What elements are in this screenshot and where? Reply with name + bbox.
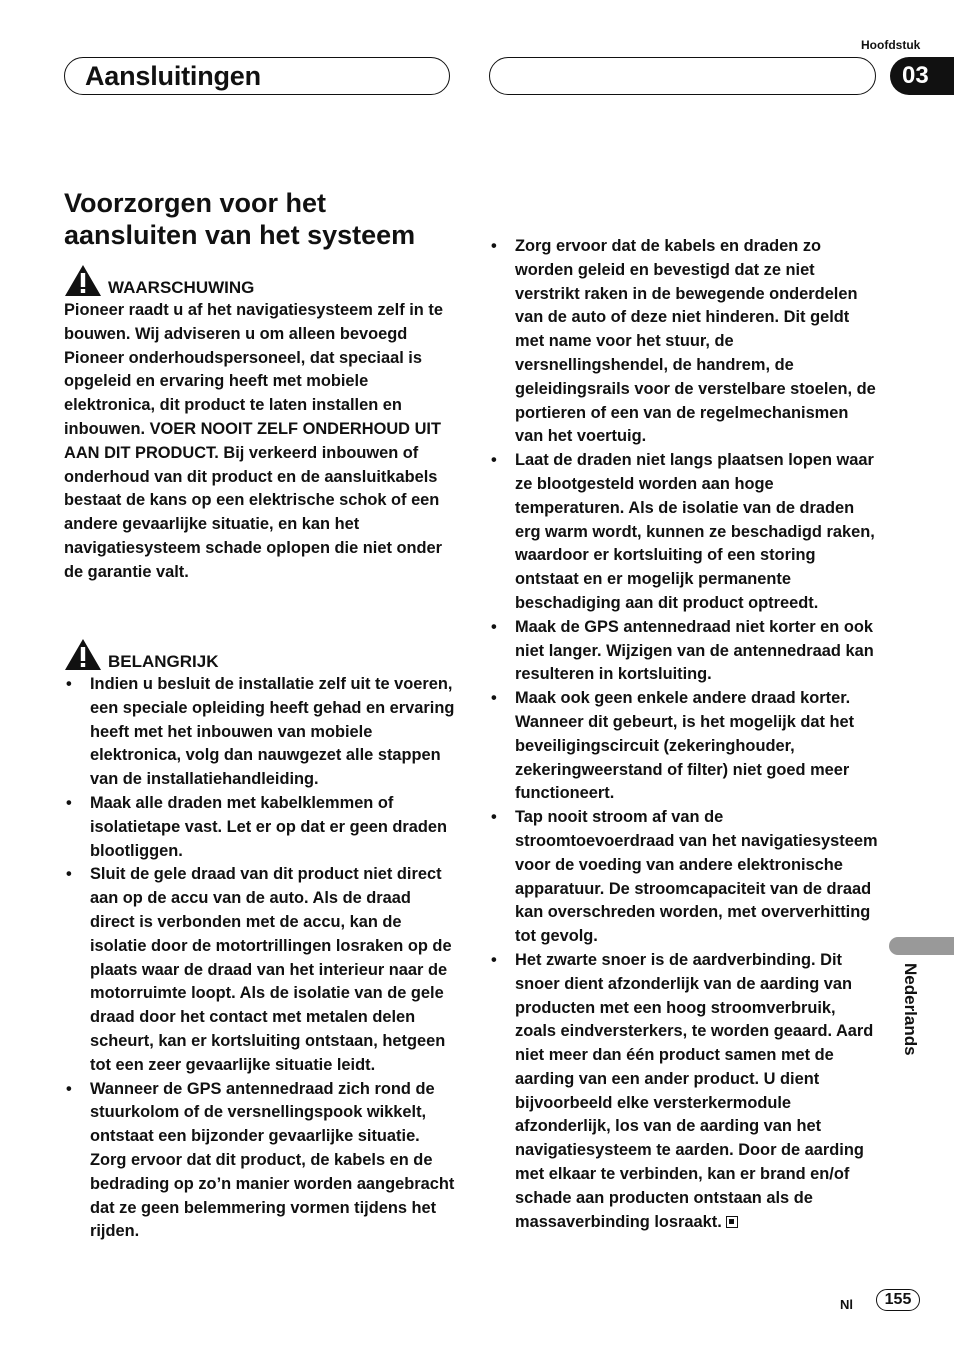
list-item: • Laat de draden niet langs plaatsen lopen waar ze blootgesteld worden aan hoge temperaturen. Als de isolatie van de draden erg warm wordt, kunnen ze beschadigd raken, waardoor er kortsluiting of een storing ontstaat en er mogelijk permanente beschadiging aan dit product optreedt. <box>489 449 881 616</box>
sidebar-language: Nederlands <box>901 963 920 1056</box>
list-item: • Indien u besluit de installatie zelf uit te voeren, een speciale opleiding heeft gehad en ervaring heeft met het inbouwen van mobiele elektronica, volg dan nauwgezet alle stappen van de installatiehandleiding. <box>64 673 456 792</box>
warning-label: WAARSCHUWING <box>108 278 255 297</box>
list-item-last <box>489 949 881 1235</box>
header-empty-box <box>489 57 876 95</box>
list-item: • Maak ook geen enkele andere draad korter. Wanneer dit gebeurt, is het mogelijk dat het beveiligingscircuit (zekeringhouder, zekeringweerstand of filter) niet goed meer functioneert. <box>489 687 881 806</box>
list-item: • Tap nooit stroom af van de stroomtoevoerdraad van het navigatiesysteem voor de voeding van andere elektronische apparatuur. De stroomcapaciteit van de draad kan overschreden worden, met oververhitting tot gevolg. <box>489 806 881 949</box>
footer-language-code: Nl <box>840 1297 853 1312</box>
language-tab <box>889 937 954 955</box>
chapter-number-badge: 03 <box>890 57 954 95</box>
important-label: BELANGRIJK <box>108 652 219 671</box>
list-item: • Maak de GPS antennedraad niet korter en ook niet langer. Wijzigen van de antennedraad kan resulteren in kortsluiting. <box>489 616 881 687</box>
list-item: • Zorg ervoor dat de kabels en draden zo worden geleid en bevestigd dat ze niet verstrikt raken in de bewegende onderdelen van de auto of deze niet hinderen. Dit geldt met name voor het stuur, de versnellingshendel, de handrem, de geleidingsrails voor de verstelbare stoelen, de portieren of een van de regelmechanismen van het voertuig. <box>489 235 881 449</box>
list-item: • Wanneer de GPS antennedraad zich rond de stuurkolom of de versnellingspook wikkelt, ontstaat een bijzonder gevaarlijke situatie. Zorg ervoor dat dit product, de kabels en de bedrading op zo’n manier worden aangebracht dat ze geen belemmering vormen tijdens het rijden. <box>64 1078 456 1197</box>
page-number: 155 <box>876 1289 920 1311</box>
important-list-right <box>489 235 881 1234</box>
page-heading: Voorzorgen voor het aansluiten van het systeem <box>64 188 416 250</box>
section-header <box>64 57 450 95</box>
important-list-left <box>64 673 456 1241</box>
warning-triangle-icon <box>64 264 102 297</box>
list-item-text: Het zwarte snoer is de aardverbinding. Dit snoer dient afzonderlijk van de aarding van producten met een hoog stroomverbruik, zoals eindversterkers, te worden geaard. Aard niet meer dan één product samen met de aarding van een ander product. U dient bijvoorbeeld elke versterkermodule afzonderlijk, los van de aarding van het navigatiesysteem te aarden. Door de aarding met elkaar te verbinden, kan er brand en/of schade aan producten ontstaan als de massaverbinding losraakt. <box>515 950 874 1231</box>
chapter-label: Hoofdstuk <box>861 38 921 52</box>
list-item: • Sluit de gele draad van dit product niet direct aan op de accu van de auto. Als de draad direct is verbonden met de accu, kan de isolatie door de motortrillingen losraken op de plaats waar de draad van het interieur naar de motorruimte loopt. Als de isolatie van de gele draad door het contact met metalen delen scheurt, kan er kortsluiting ontstaan, hetgeen tot een zeer gevaarlijke situatie leidt. <box>64 863 456 1077</box>
end-mark-icon <box>726 1216 738 1228</box>
list-item: • Maak alle draden met kabelklemmen of isolatietape vast. Let er op dat er geen draden blootliggen. <box>64 792 456 863</box>
warning-triangle-icon <box>64 638 102 671</box>
important-header <box>64 638 219 671</box>
warning-text: Pioneer raadt u af het navigatiesysteem zelf in te bouwen. Wij adviseren u om alleen bevoegd Pioneer onderhoudspersoneel, dat speciaal is opgeleid en ervaring heeft met mobiele elektronica, dit product te laten installen en inbouwen. VOER NOOIT ZELF ONDERHOUD UIT AAN DIT PRODUCT. Bij verkeerd inbouwen of onderhoud van dit product en de aansluitkabels bestaat de kans op een elektrische schok of een andere gevaarlijke situatie, en kan het navigatiesysteem schade oplopen die niet onder de garantie valt. <box>64 301 443 581</box>
section-title: Aansluitingen <box>85 61 261 91</box>
warning-header <box>64 264 254 297</box>
